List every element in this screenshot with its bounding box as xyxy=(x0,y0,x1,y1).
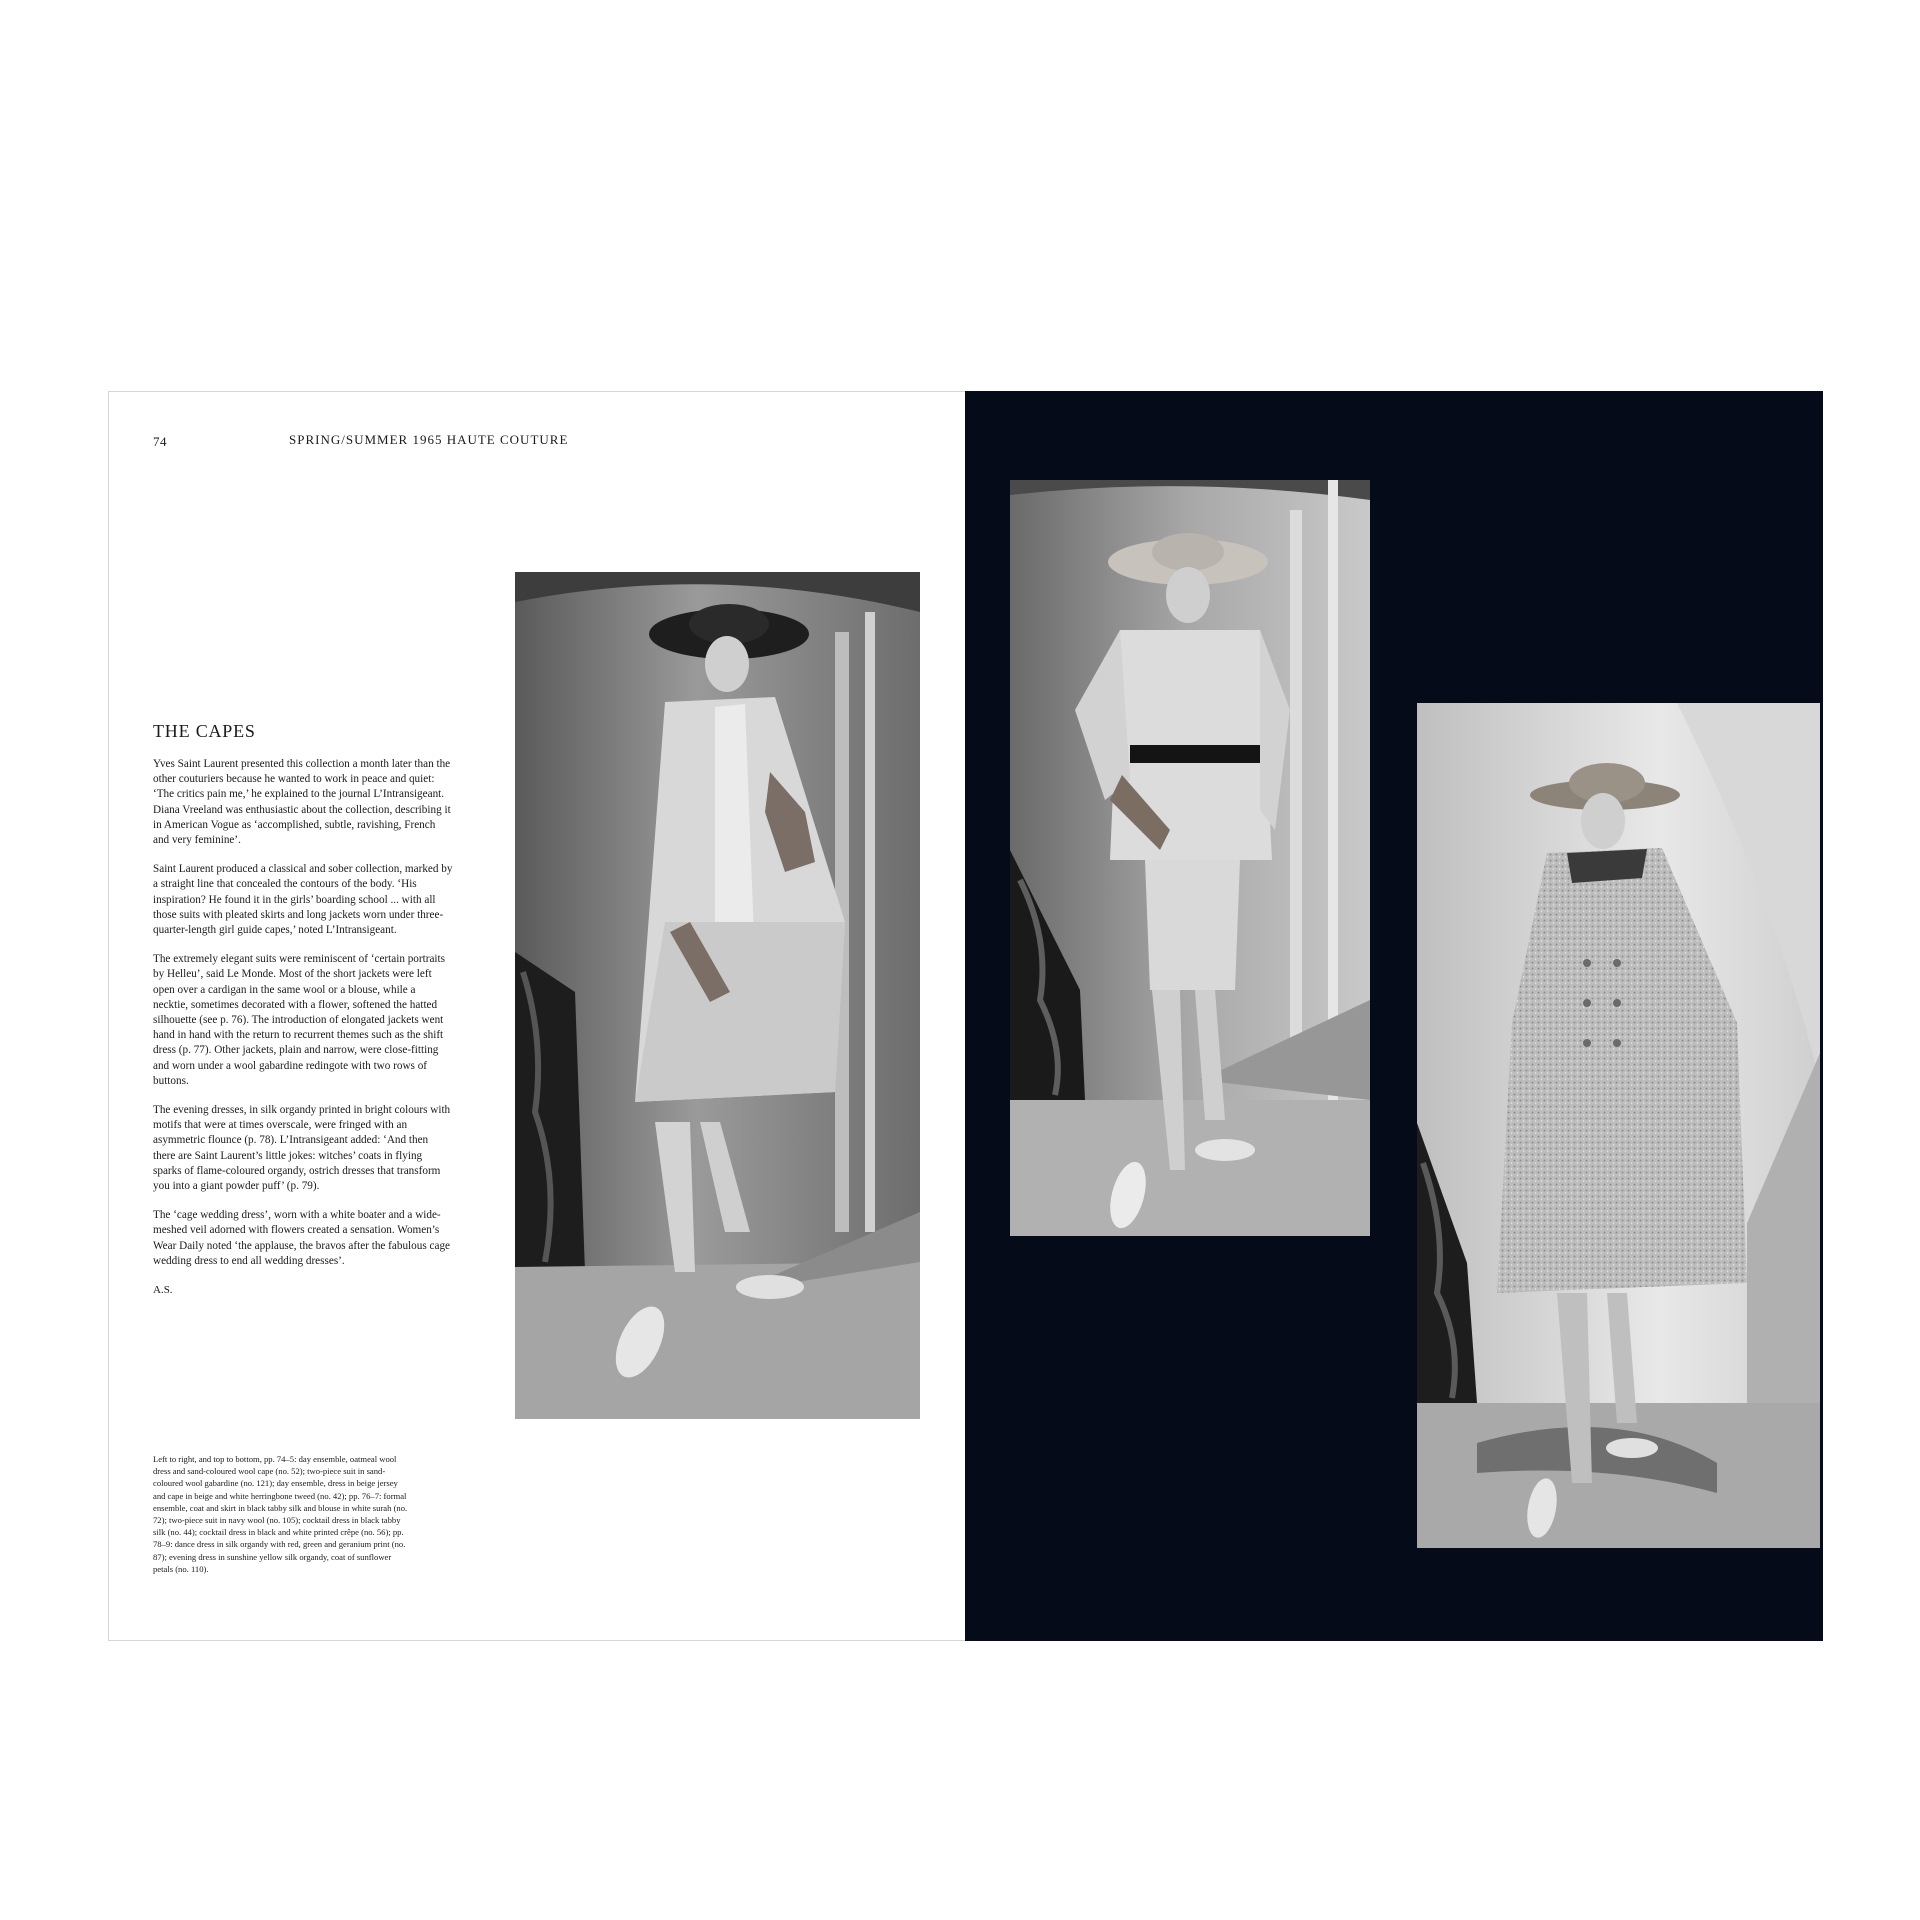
section-title: THE CAPES xyxy=(153,721,256,741)
running-head: SPRING/SUMMER 1965 HAUTE COUTURE xyxy=(289,432,569,447)
paragraph: The extremely elegant suits were reminiscent of ‘certain portraits by Helleu’, said Le Monde. Most of the short jackets were left open over a cardigan in the same wool or a blouse, while a necktie, sometimes decorated with a flower, softened the hatted silhouette (see p. 76). The introduction of elongated jackets went hand in hand with the return to recurrent themes such as the shift dress (p. 77). Other jackets, plain and narrow, were close-fitting and worn under a wool gabardine redingote with two rows of buttons. xyxy=(153,953,446,1087)
body-text xyxy=(153,757,453,1298)
fashion-photo-suit xyxy=(1010,480,1370,1236)
photo-caption: Left to right, and top to bottom, pp. 74–5: day ensemble, oatmeal wool dress and sand-coloured wool cape (no. 52); two-piece suit in sand-coloured wool gabardine (no. 121); day ensemble, dress in beige jersey and cape in beige and white herringbone tweed (no. 42); pp. 76–7: formal ensemble, coat and skirt in black tabby silk and blouse in white surah (no. 72); two-piece suit in navy wool (no. 105); cocktail dress in black tabby silk (no. 44); cocktail dress in black and white printed crêpe (no. 56); pp. 78–9: dance dress in silk organdy with red, green and geranium print (no. 87); evening dress in sunshine yellow silk organdy, coat of sunflower petals (no. 110). xyxy=(153,1454,408,1574)
book-spread xyxy=(108,391,1823,1641)
right-page xyxy=(965,391,1823,1641)
paragraph: Saint Laurent produced a classical and sober collection, marked by a straight line that concealed the contours of the body. ‘His inspiration? He found it in the girls’ boarding school ... with all those suits with pleated skirts and long jackets worn under three-quarter-length girl guide capes,’ noted L’Intransigeant. xyxy=(153,863,453,937)
fashion-photo-cape xyxy=(515,572,920,1419)
left-page xyxy=(108,391,967,1641)
page-number: 74 xyxy=(153,434,167,449)
fashion-photo-tweed-cape xyxy=(1417,703,1820,1548)
author-signature: A.S. xyxy=(153,1284,173,1297)
paragraph: The ‘cage wedding dress’, worn with a white boater and a wide-meshed veil adorned with flowers created a sensation. Women’s Wear Daily noted ‘the applause, the bravos after the fabulous cage wedding dress to end all wedding dresses’. xyxy=(153,1209,450,1267)
paragraph: Yves Saint Laurent presented this collection a month later than the other couturiers because he wanted to work in peace and quiet: ‘The critics pain me,’ he explained to the journal L’Intransigeant. Diana Vreeland was enthusiastic about the collection, describing it in American Vogue as ‘accomplished, subtle, ravishing, French and very feminine’. xyxy=(153,758,451,847)
paragraph: The evening dresses, in silk organdy printed in bright colours with motifs that were at times overscale, were fringed with an asymmetric flounce (p. 78). L’Intransigeant added: ‘And then there are Saint Laurent’s little jokes: witches’ coats in flying sparks of flame-coloured organdy, ostrich dresses that transform you into a giant powder puff’ (p. 79). xyxy=(153,1104,451,1193)
